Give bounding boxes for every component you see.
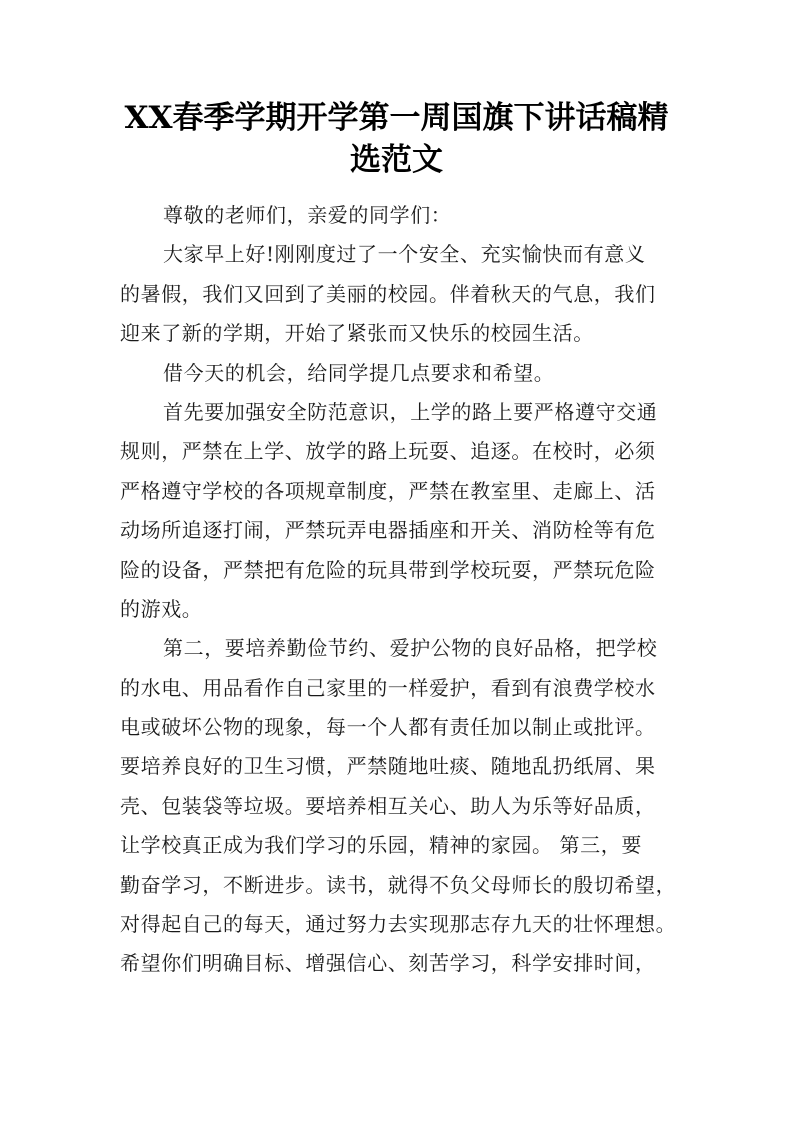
document-title xyxy=(100,97,693,181)
body-text-line: 电或破坏公物的现象，每一个人都有责任加以制止或批评。 xyxy=(120,715,656,740)
body-text-line: 的游戏。 xyxy=(120,596,203,621)
body-text-line: 迎来了新的学期，开始了紧张而又快乐的校园生活。 xyxy=(120,321,594,346)
body-text-line: 要培养良好的卫生习惯，严禁随地吐痰、随地乱扔纸屑、果 xyxy=(120,754,656,779)
body-text-line: 的暑假，我们又回到了美丽的校园。伴着秋天的气息，我们 xyxy=(120,281,656,306)
body-text-line: 希望你们明确目标、增强信心、刻苦学习，科学安排时间， xyxy=(120,951,656,976)
body-text-line: 第二，要培养勤俭节约、爱护公物的良好品格，把学校 xyxy=(163,636,658,661)
body-text-line: 的水电、用品看作自己家里的一样爱护，看到有浪费学校水 xyxy=(120,675,656,700)
body-text-line: 动场所追逐打闹，严禁玩弄电器插座和开关、消防栓等有危 xyxy=(120,518,656,543)
document-body xyxy=(120,196,680,984)
body-text-line: 借今天的机会，给同学提几点要求和希望。 xyxy=(163,360,555,385)
body-text-line: 壳、包装袋等垃圾。要培养相互关心、助人为乐等好品质， xyxy=(120,793,656,818)
body-text-line: 险的设备，严禁把有危险的玩具带到学校玩耍，严禁玩危险 xyxy=(120,557,656,582)
body-text-line: 对得起自己的每天，通过努力去实现那志存九天的壮怀理想。 xyxy=(120,912,677,937)
body-text-line: 大家早上好!刚刚度过了一个安全、充实愉快而有意义 xyxy=(163,242,646,267)
title-line-1: XX春季学期开学第一周国旗下讲话稿精 xyxy=(124,100,669,136)
body-text-line: 尊敬的老师们，亲爱的同学们： xyxy=(163,203,452,227)
body-text-line: 严格遵守学校的各项规章制度，严禁在教室里、走廊上、活 xyxy=(120,478,656,503)
body-text-line: 首先要加强安全防范意识，上学的路上要严格遵守交通 xyxy=(163,399,658,424)
body-text-line: 勤奋学习，不断进步。读书，就得不负父母师长的殷切希望， xyxy=(120,872,677,897)
body-text-line: 让学校真正成为我们学习的乐园，精神的家园。 第三，要 xyxy=(120,833,642,858)
body-text-line: 规则，严禁在上学、放学的路上玩耍、追逐。在校时，必须 xyxy=(120,439,656,464)
title-line-2: 选范文 xyxy=(350,142,443,178)
